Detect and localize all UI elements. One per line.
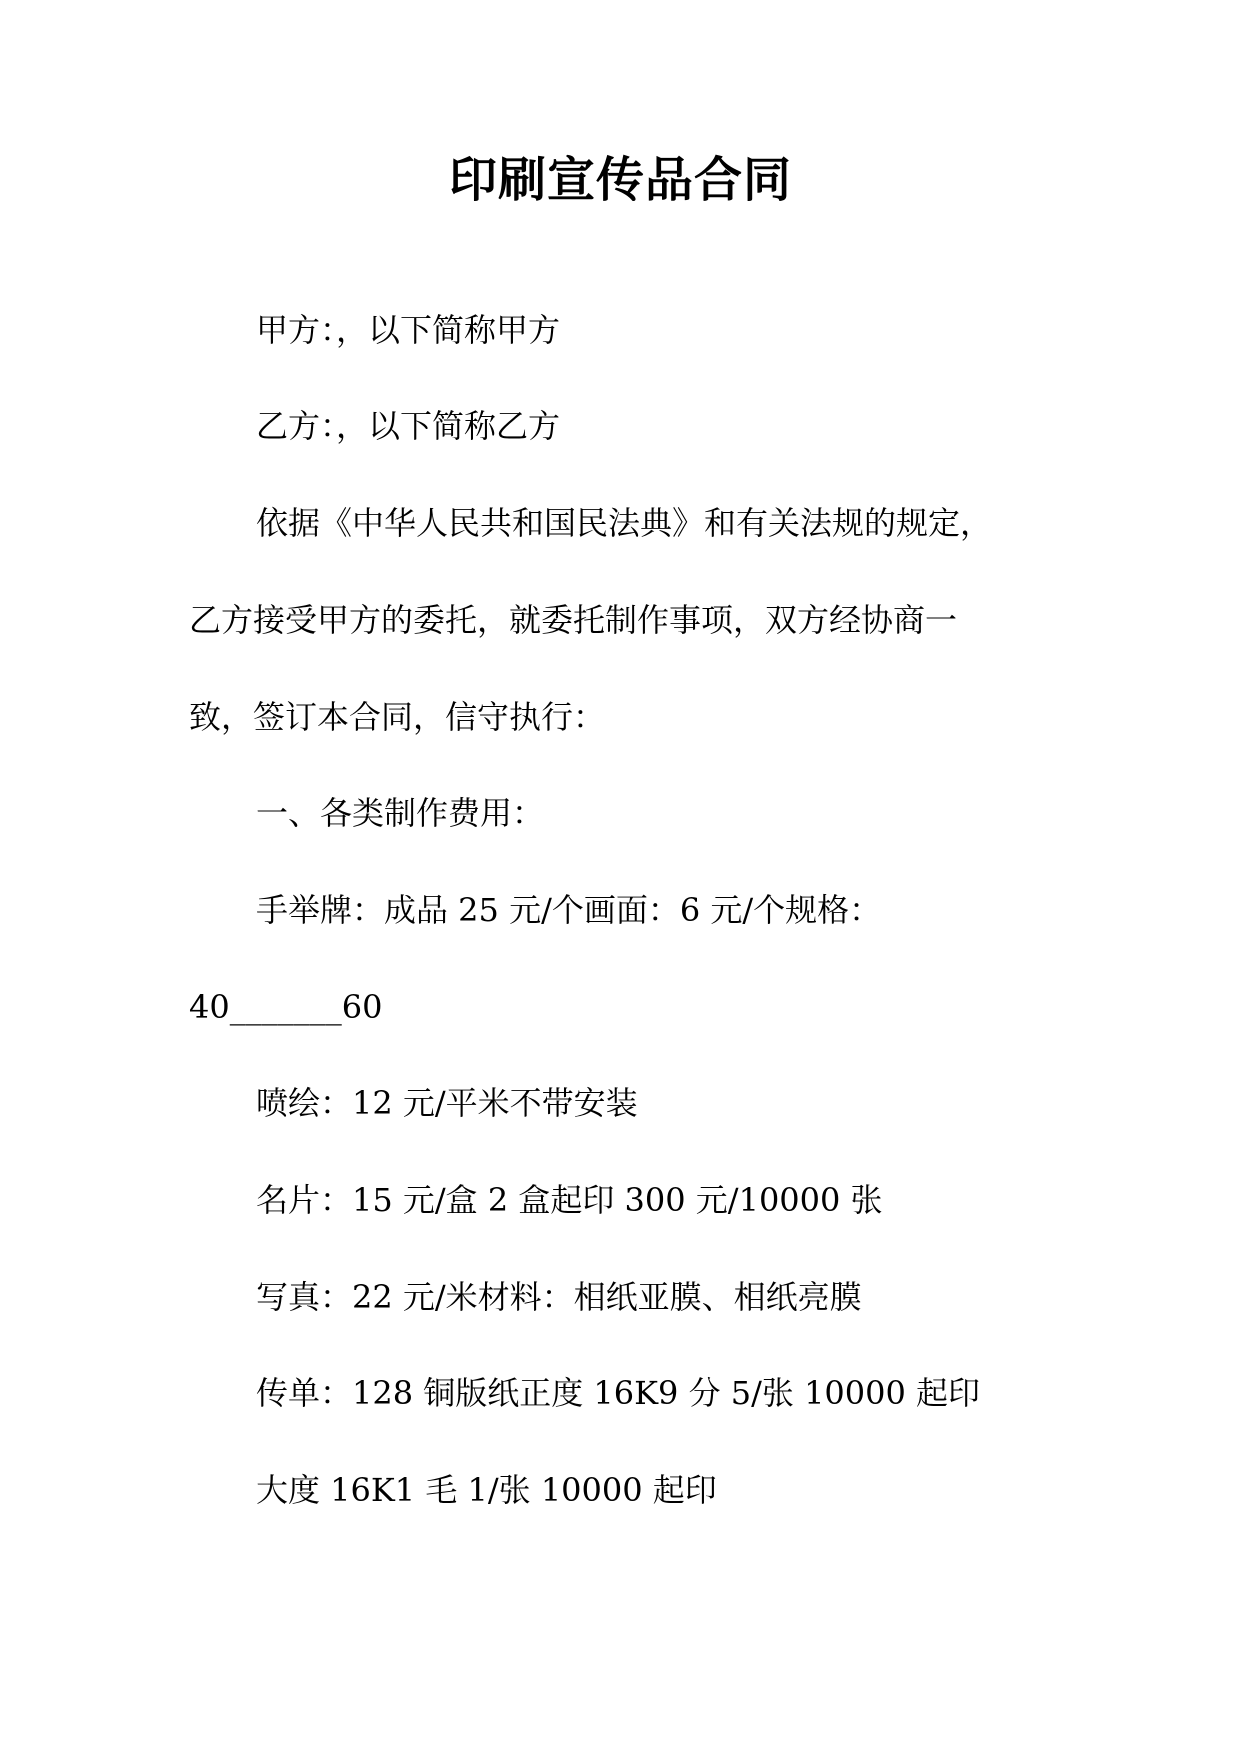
fee-item-flyer: 传单：128 铜版纸正度 16K9 分 5/张 10000 起印: [256, 1374, 981, 1412]
fee-item-photo-print: 写真：22 元/米材料：相纸亚膜、相纸亮膜: [256, 1278, 862, 1316]
party-b-line: 乙方：，以下简称乙方: [256, 407, 561, 445]
fee-item-business-card: 名片：15 元/盒 2 盒起印 300 元/10000 张: [256, 1181, 883, 1219]
preamble-line-1: 依据《中华人民共和国民法典》和有关法规的规定，: [256, 504, 993, 542]
preamble-line-2: 乙方接受甲方的委托，就委托制作事项，双方经协商一: [189, 601, 958, 639]
preamble-line-3: 致，签订本合同，信守执行：: [189, 698, 606, 736]
fee-item-inkjet: 喷绘：12 元/平米不带安装: [256, 1084, 638, 1122]
fee-item-hand-sign-spec: 40_______60: [189, 988, 383, 1026]
fee-item-flyer-large: 大度 16K1 毛 1/张 10000 起印: [256, 1471, 717, 1509]
document-title: 印刷宣传品合同: [448, 152, 792, 208]
section-heading-fees: 一、各类制作费用：: [256, 794, 545, 832]
party-a-line: 甲方：，以下简称甲方: [256, 311, 561, 349]
fee-item-hand-sign: 手举牌：成品 25 元/个画面：6 元/个规格：: [256, 891, 882, 929]
